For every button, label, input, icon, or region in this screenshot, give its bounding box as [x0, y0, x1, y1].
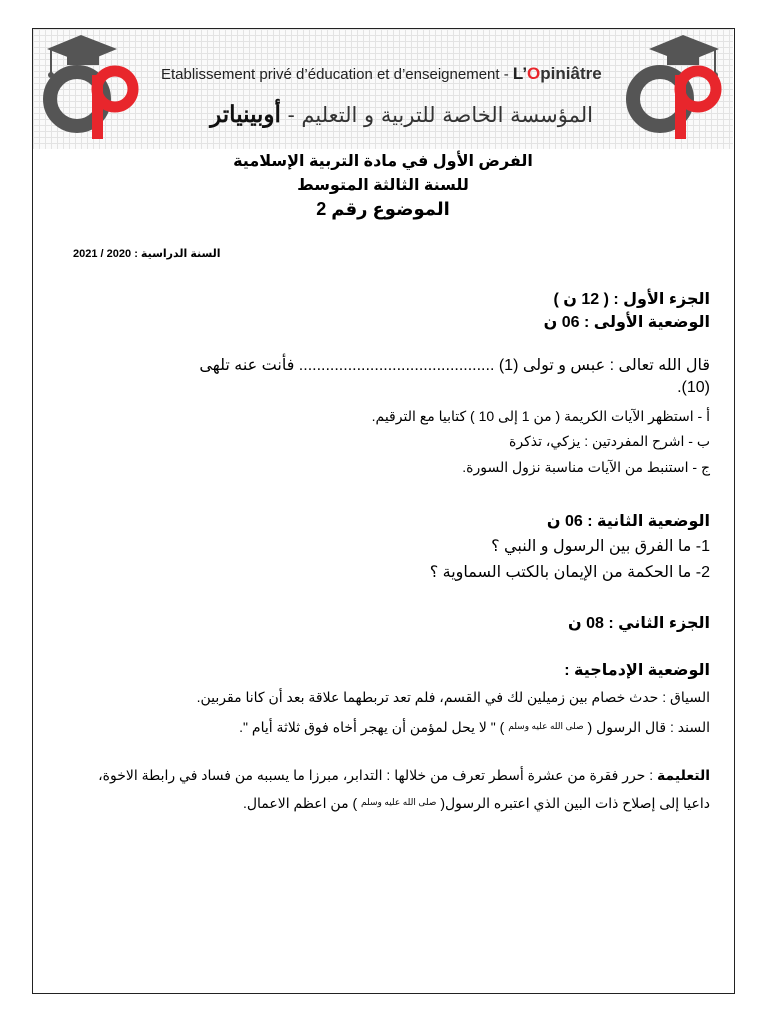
question-1: 1- ما الفرق بين الرسول و النبي ؟	[491, 538, 710, 555]
letterhead-french-text: Etablissement privé d’éducation et d’enseignement -	[161, 66, 509, 83]
part-1-heading: الجزء الأول : ( 12 ن )	[553, 291, 710, 308]
context-text: السياق : حدث خصام بين زميلين لك في القسم، فلم تعد تربطهما علاقة بعد أن كانا مقربين.	[196, 689, 710, 705]
question-a: أ - استظهر الآيات الكريمة ( من 1 إلى 10 ) كتابيا مع الترقيم.	[371, 408, 710, 424]
instruction-line-2	[93, 795, 710, 812]
school-year	[73, 247, 221, 260]
quran-verse: قال الله تعالى : عبس و تولى (1) ............................................ فأنت عنه تلهى	[199, 357, 710, 374]
instruction-label: التعليمة	[657, 767, 710, 783]
part-2-heading: الجزء الثاني : 08 ن	[568, 615, 710, 632]
instruction-text-2b: ) من اعظم الاعمال.	[242, 795, 358, 811]
letterhead	[33, 29, 733, 149]
letterhead-french	[161, 64, 621, 84]
letterhead-arabic-text: المؤسسة الخاصة للتربية و التعليم -	[287, 103, 593, 127]
brand-name-arabic: أوبينياتر	[210, 101, 281, 128]
instruction-text-2a: داعيا إلى إصلاح ذات البين الذي اعتبره الرسول(	[440, 795, 710, 811]
exam-topic-number: الموضوع رقم 2	[316, 199, 450, 219]
situation-1-heading: الوضعية الأولى : 06 ن	[543, 314, 710, 331]
salutation-mark: صلى الله عليه وسلم	[361, 797, 437, 807]
exam-page	[32, 28, 735, 994]
exam-title: الفرض الأول في مادة التربية الإسلامية	[233, 153, 533, 170]
instruction-text-1: : حرر فقرة من عشرة أسطر تعرف من خلالها : التدابر، مبرزا ما يسببه من فساد في رابطة الاخوة،	[98, 767, 654, 783]
integration-heading: الوضعية الإدماجية :	[564, 662, 710, 679]
school-logo-icon	[39, 31, 144, 143]
letterhead-arabic	[183, 101, 593, 128]
school-year-value: 2020 / 2021	[73, 248, 132, 260]
quran-verse-end: (10).	[677, 379, 710, 396]
question-2: 2- ما الحكمة من الإيمان بالكتب السماوية ؟	[429, 564, 710, 581]
brand-letter-o: O	[527, 64, 541, 83]
exam-level: للسنة الثالثة المتوسط	[297, 177, 469, 194]
situation-2-heading: الوضعية الثانية : 06 ن	[546, 513, 710, 530]
evidence-intro: السند : قال الرسول (	[587, 719, 710, 735]
brand-letter-l: L’	[512, 64, 528, 83]
school-year-label: السنة الدراسية :	[134, 248, 221, 260]
question-b: ب - اشرح المفردتين : يزكي، تذكرة	[509, 433, 710, 449]
hadith-text: ) " لا يحل لمؤمن أن يهجر أخاه فوق ثلاثة أيام ".	[239, 719, 505, 735]
brand-name-rest: piniâtre	[540, 64, 602, 83]
school-logo-icon	[622, 31, 727, 143]
evidence-text	[93, 719, 710, 736]
instruction-line-1	[93, 767, 710, 784]
salutation-mark: صلى الله عليه وسلم	[508, 721, 584, 731]
question-c: ج - استنبط من الآيات مناسبة نزول السورة.	[462, 459, 710, 475]
